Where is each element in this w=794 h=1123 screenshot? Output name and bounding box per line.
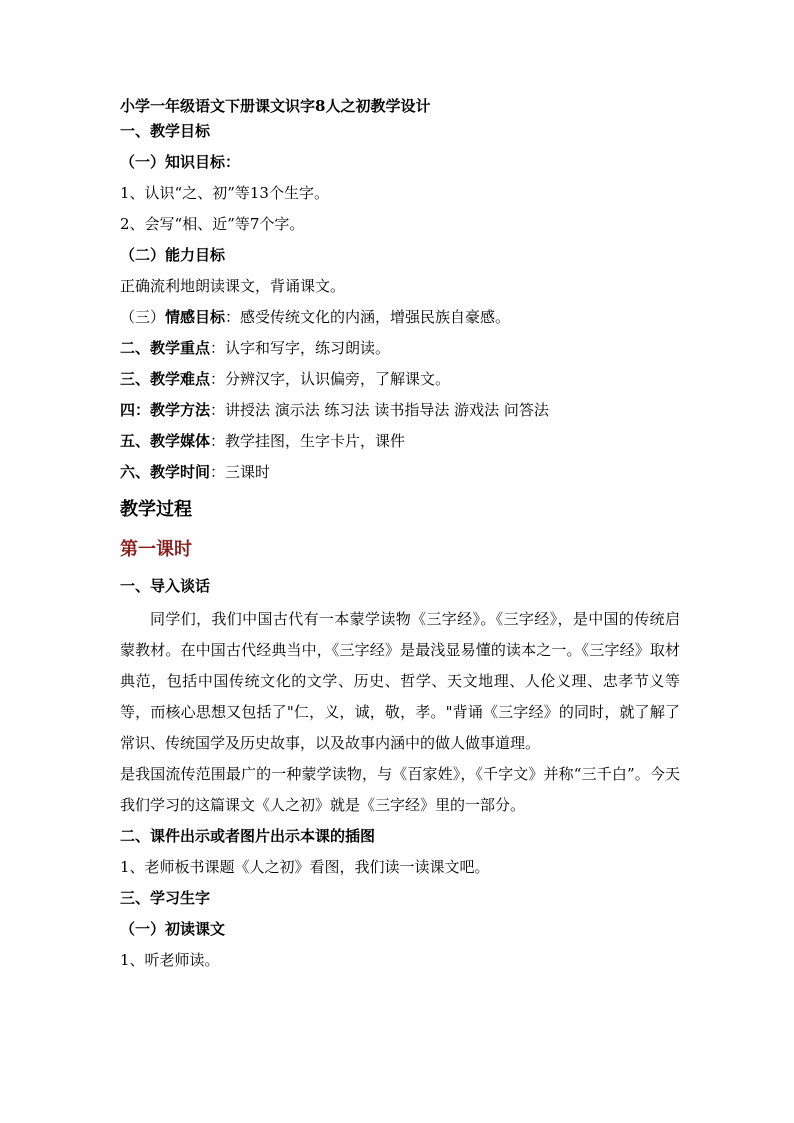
section-heading-goals: 一、教学目标 [120,122,211,140]
first-reading-heading: （一）初读课文 [120,920,226,938]
intro-paragraph: 同学们，我们中国古代有一本蒙学读物《三字经》。《三字经》，是中国的传统启蒙教材。在中国古代经典当中，《三字经》是最浅显易懂的读本之一。《三字经》取材典范，包括中国传统文化的文学、历史、哲学、天文地理、人伦义理、忠孝节义等等，而核心思想又包括了"仁，义，诚，敬，孝。"背诵《三字经》的同时，就了解了常识、传统国学及历史故事，以及故事内涵中的做人做事道理。 [120,610,680,752]
teaching-focus-label: 二、教学重点 [120,339,211,357]
courseware-item: 1、老师板书课题《人之初》看图，我们读一读课文吧。 [120,858,490,876]
teaching-media-line [120,431,680,462]
teaching-difficulty-text: ：分辨汉字，认识偏旁，了解课文。 [210,370,451,388]
teaching-method-label: 四：教学方法 [120,401,211,419]
teaching-difficulty-line [120,369,680,400]
teaching-time-label: 六、教学时间 [120,463,211,481]
intro-heading: 一、导入谈话 [120,577,211,595]
teaching-media-label: 五、教学媒体 [120,432,211,450]
teaching-time-text: ：三课时 [210,463,271,481]
ability-goal-heading: （二）能力目标 [120,246,226,264]
emotion-goal-line [120,307,680,338]
knowledge-goal-heading: （一）知识目标： [120,153,241,171]
first-reading-item: 1、听老师读。 [120,951,220,969]
teaching-focus-text: ：认字和写字，练习朗读。 [210,339,391,357]
knowledge-item: 1、认识“之、初”等13个生字。 [120,184,329,202]
document-page [120,96,680,976]
teaching-difficulty-label: 三、教学难点 [120,370,211,388]
teaching-method-line [120,400,680,431]
section-heading-characters: 三、学习生字 [120,889,211,907]
lesson1-heading: 第一课时 [120,539,192,560]
teaching-focus-line [120,338,680,369]
emotion-goal-label: 情感目标 [165,308,226,326]
ability-goal-text: 正确流利地朗读课文，背诵课文。 [120,277,346,295]
section-heading-courseware: 二、课件出示或者图片出示本课的插图 [120,827,376,845]
emotion-goal-text: ：感受传统文化的内涵，增强民族自豪感。 [225,308,511,326]
knowledge-item: 2、会写“相、近”等7个字。 [120,215,305,233]
teaching-method-text: ：讲授法 演示法 练习法 读书指导法 游戏法 问答法 [210,401,549,419]
emotion-goal-prefix: （三） [120,308,166,326]
document-title: 小学一年级语文下册课文识字8人之初教学设计 [120,97,431,115]
intro-paragraph-continued: 是我国流传范围最广的一种蒙学读物，与《百家姓》，《千字文》并称“三千白”。今天我们学习的这篇课文《人之初》就是《三字经》里的一部分。 [120,765,680,814]
teaching-time-line [120,462,680,498]
teaching-media-text: ：教学挂图，生字卡片，课件 [210,432,406,450]
process-heading: 教学过程 [120,499,192,520]
